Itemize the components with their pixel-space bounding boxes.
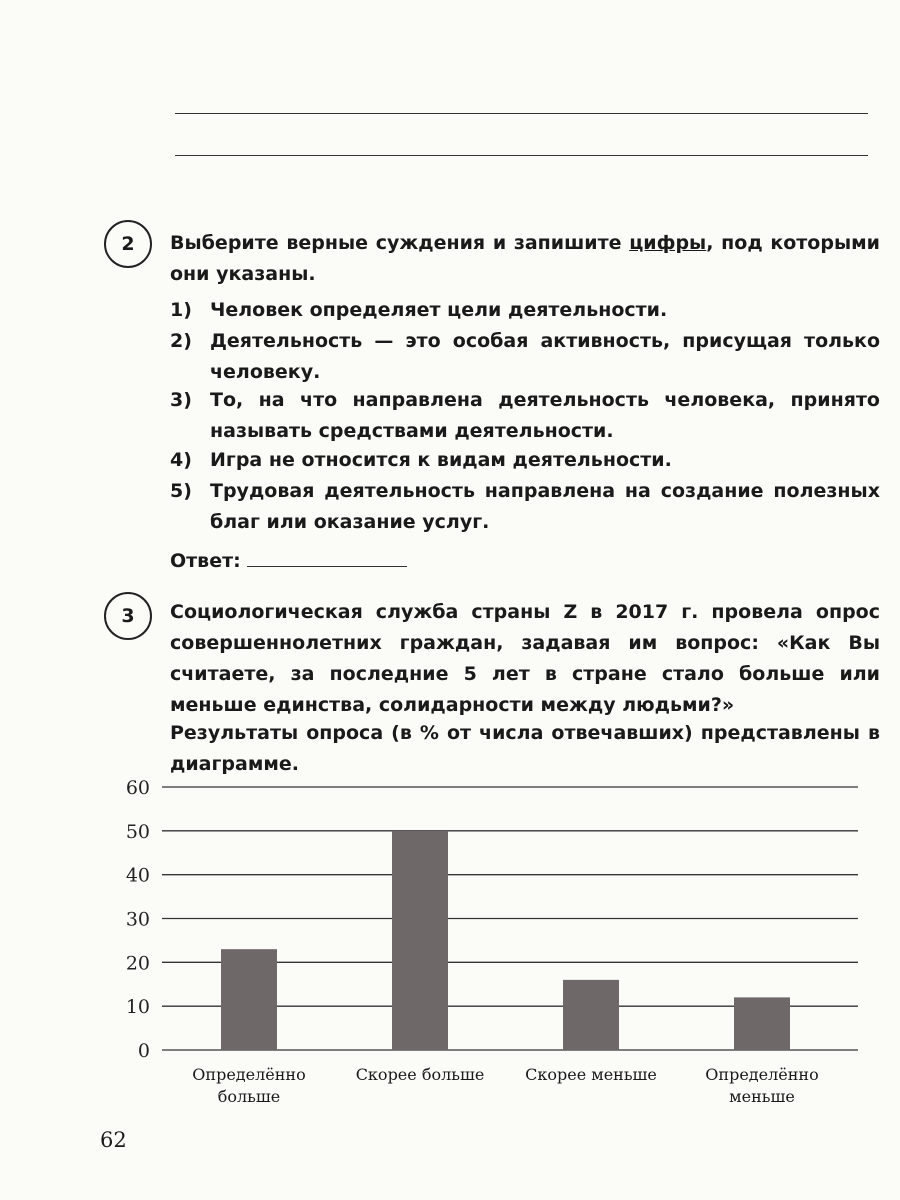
task-number-2: 2	[104, 220, 152, 268]
option-4: 4) Игра не относится к видам деятельности.	[170, 449, 672, 471]
option-1: 1) Человек определяет цели деятельности.	[170, 299, 668, 321]
option-2: 2) Деятельность — это особая активность, присущая только человеку.	[170, 330, 880, 383]
task2-prompt: Выберите верные суждения и запишите цифры, под которыми они указаны.	[170, 232, 880, 285]
task-number-3: 3	[104, 592, 152, 640]
page-number: 62	[100, 1128, 127, 1152]
y-tick-label: 50	[125, 820, 150, 843]
x-category-label: Скорее меньше	[525, 1065, 657, 1084]
task3-results-text: Результаты опроса (в % от числа отвечавших) представлены в диаграмме.	[170, 722, 880, 775]
y-tick-label: 20	[125, 952, 150, 975]
y-tick-label: 60	[125, 777, 150, 799]
bar	[392, 831, 448, 1050]
y-tick-label: 30	[125, 908, 150, 931]
x-category-label: Определённо больше	[192, 1065, 306, 1106]
answer-field[interactable]: Ответ:	[170, 546, 880, 577]
y-tick-label: 0	[137, 1040, 150, 1062]
task3-text: Социологическая служба страны Z в 2017 г. провела опрос совершеннолетних граждан, задавая им вопрос: «Как Вы считаете, за последние 5 лет в стране стало больше или меньше единства, солидарности между людьми?»	[170, 601, 880, 716]
bar	[734, 997, 790, 1050]
bar	[563, 980, 619, 1050]
option-3: 3) То, на что направлена деятельность человека, принято называть средствами деятельности.	[170, 389, 880, 442]
option-5: 5) Трудовая деятельность направлена на создание полезных благ или оказание услуг.	[170, 480, 880, 533]
x-category-label: Скорее больше	[355, 1065, 485, 1084]
x-category-label: Определённо меньше	[705, 1065, 819, 1106]
y-tick-label: 40	[125, 864, 150, 887]
y-tick-label: 10	[125, 996, 150, 1019]
bar	[221, 949, 277, 1050]
